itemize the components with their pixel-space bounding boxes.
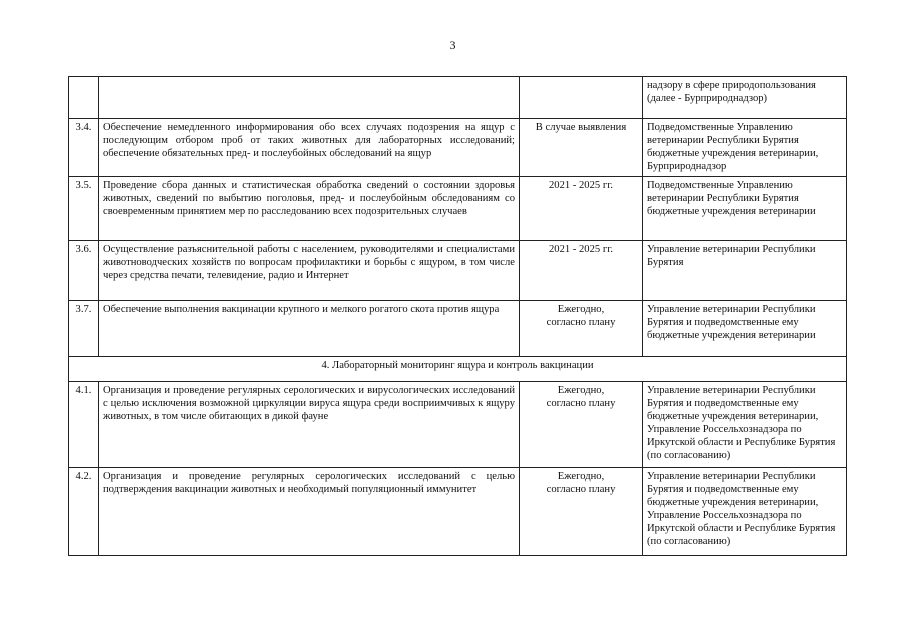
term-cell: Ежегодно, согласно плану [520, 301, 643, 357]
table-row [69, 177, 847, 241]
term-cell [520, 77, 643, 119]
row-number-cell: 3.5. [69, 177, 99, 241]
measure-description-cell [99, 77, 520, 119]
measure-description-cell: Организация и проведение регулярных серологических и вирусологических исследований с целью исключения возможной циркуляции вируса ящура среди восприимчивых к ящуру животных, в том числе обитающих в дикой фауне [99, 382, 520, 468]
responsible-cell: Управление ветеринарии Республики Бурятия и подведомственные ему бюджетные учреждения ветеринарии, Управление Россельхознадзора по Иркутской области и Республике Бурятия (по согласованию) [643, 468, 847, 556]
table-row [69, 382, 847, 468]
row-number-cell [69, 77, 99, 119]
table-row [69, 301, 847, 357]
term-cell: 2021 - 2025 гг. [520, 241, 643, 301]
measure-description-cell: Обеспечение выполнения вакцинации крупного и мелкого рогатого скота против ящура [99, 301, 520, 357]
measure-description-cell: Обеспечение немедленного информирования обо всех случаях подозрения на ящур с последующим отбором проб от таких животных для лабораторных исследований; обеспечение обязательных пред- и послеубойных обследований на ящур [99, 119, 520, 177]
term-cell: Ежегодно, согласно плану [520, 468, 643, 556]
row-number-cell: 4.2. [69, 468, 99, 556]
term-cell: Ежегодно, согласно плану [520, 382, 643, 468]
measures-table [68, 76, 847, 556]
section-title: 4. Лабораторный мониторинг ящура и контроль вакцинации [69, 357, 847, 382]
page-number: 3 [449, 38, 456, 52]
responsible-cell: Подведомственные Управлению ветеринарии Республики Бурятия бюджетные учреждения ветеринарии, Бурприроднадзор [643, 119, 847, 177]
row-number-cell: 3.6. [69, 241, 99, 301]
table-row [69, 119, 847, 177]
measure-description-cell: Проведение сбора данных и статистическая обработка сведений о состоянии здоровья животных, сведений по выбытию поголовья, пред- и послеубойным обследованиям со своевременным принятием мер по расследованию всех подозрительных случаев [99, 177, 520, 241]
row-number-cell: 3.4. [69, 119, 99, 177]
term-cell: 2021 - 2025 гг. [520, 177, 643, 241]
responsible-cell: Управление ветеринарии Республики Бурятия и подведомственные ему бюджетные учреждения ветеринарии [643, 301, 847, 357]
section-header-row [69, 357, 847, 382]
responsible-cell: Подведомственные Управлению ветеринарии Республики Бурятия бюджетные учреждения ветеринарии [643, 177, 847, 241]
responsible-cell: надзору в сфере природопользования (далее - Бурприроднадзор) [643, 77, 847, 119]
table-row-continuation [69, 77, 847, 119]
row-number-cell: 3.7. [69, 301, 99, 357]
measure-description-cell: Осуществление разъяснительной работы с населением, руководителями и специалистами животноводческих хозяйств по вопросам профилактики и борьбы с ящуром, в том числе через средства печати, телевидение, радио и Интернет [99, 241, 520, 301]
table-row [69, 468, 847, 556]
table-row [69, 241, 847, 301]
measure-description-cell: Организация и проведение регулярных серологических исследований с целью подтверждения вакцинации животных и необходимый популяционный иммунитет [99, 468, 520, 556]
responsible-cell: Управление ветеринарии Республики Бурятия и подведомственные ему бюджетные учреждения ветеринарии, Управление Россельхознадзора по Иркутской области и Республике Бурятия (по согласованию) [643, 382, 847, 468]
row-number-cell: 4.1. [69, 382, 99, 468]
term-cell: В случае выявления [520, 119, 643, 177]
responsible-cell: Управление ветеринарии Республики Бурятия [643, 241, 847, 301]
